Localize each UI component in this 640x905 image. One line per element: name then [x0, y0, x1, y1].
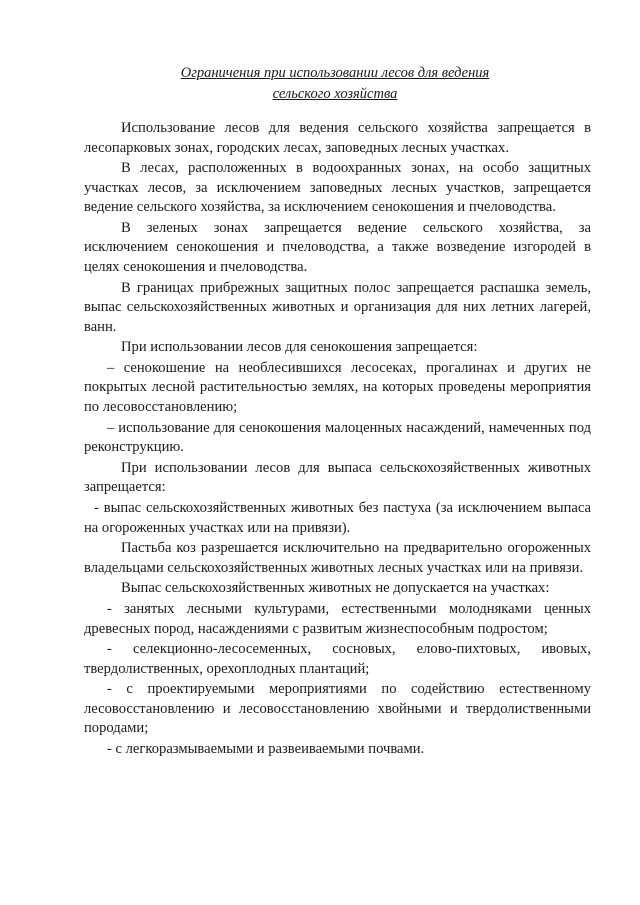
list-item: - селекционно-лесосеменных, сосновых, елово-пихтовых, ивовых, твердолиственных, орехоплодных плантаций;	[84, 641, 591, 677]
list-item: - выпас сельскохозяйственных животных без пастуха (за исключением выпаса на огороженных участках или на привязи).	[84, 500, 591, 536]
title-line-2: сельского хозяйства	[272, 86, 398, 102]
document-title	[84, 63, 586, 105]
paragraph: Выпас сельскохозяйственных животных не допускается на участках:	[121, 580, 550, 597]
list-item: – использование для сенокошения малоценных насаждений, намеченных под реконструкцию.	[84, 419, 591, 456]
document-body	[84, 119, 591, 761]
list-item: - с легкоразмываемыми и развеиваемыми почвами.	[107, 741, 425, 758]
title-line-1: Ограничения при использовании лесов для ведения	[180, 65, 490, 81]
list-item: - занятых лесными культурами, естественными молодняками ценных древесных пород, насаждениями с развитым жизнеспособным подростом;	[84, 601, 591, 637]
paragraph: При использовании лесов для сенокошения запрещается:	[121, 339, 478, 356]
paragraph: В лесах, расположенных в водоохранных зонах, на особо защитных участках лесов, за исключением заповедных лесных участков, запрещается ведение сельского хозяйства, за исключением сенокошения и пчеловодства.	[84, 160, 591, 216]
paragraph: Использование лесов для ведения сельского хозяйства запрещается в лесопарковых зонах, городских лесах, заповедных лесных участках.	[84, 120, 591, 156]
paragraph: В зеленых зонах запрещается ведение сельского хозяйства, за исключением сенокошения и пчеловодства, а также возведение изгородей в целях сенокошения и пчеловодства.	[84, 219, 591, 275]
list-item: – сенокошение на необлесившихся лесосеках, прогалинах и других не покрытых лесной растительностью землях, на которых проведены мероприятия по лесовосстановлению;	[84, 359, 591, 415]
paragraph: В границах прибрежных защитных полос запрещается распашка земель, выпас сельскохозяйственных животных и организация для них летних лагерей, ванн.	[84, 279, 591, 335]
list-item: - с проектируемыми мероприятиями по содействию естественному лесовосстановлению и лесовосстановлению хвойными и твердолиственными породами;	[84, 681, 591, 737]
paragraph: При использовании лесов для выпаса сельскохозяйственных животных запрещается:	[84, 459, 591, 496]
paragraph: Пастьба коз разрешается исключительно на предварительно огороженных владельцами сельскохозяйственных животных лесных участках или на привязи.	[84, 540, 591, 576]
